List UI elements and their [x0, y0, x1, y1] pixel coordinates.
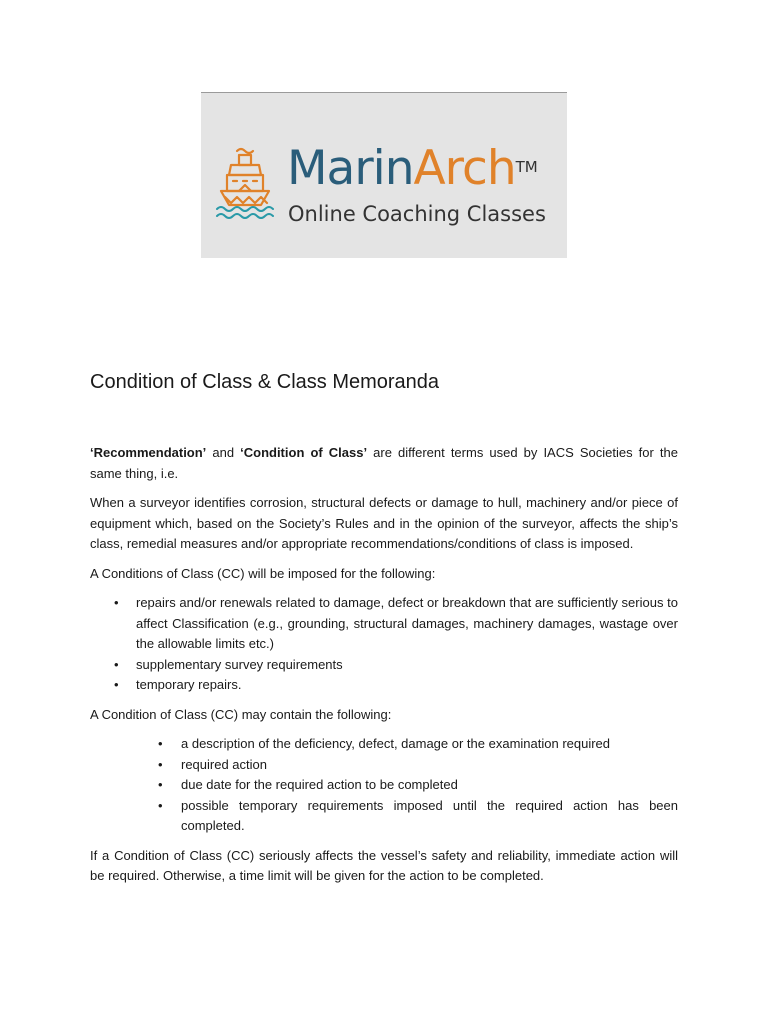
list-item: • required action [90, 755, 678, 776]
list-item: • temporary repairs. [90, 675, 678, 696]
logo-banner [201, 92, 567, 258]
closing-paragraph: If a Condition of Class (CC) seriously affects the vessel’s safety and reliability, immediate action will be required. Otherwise, a time limit will be given for the action to be completed. [90, 847, 678, 883]
brand-name: MarinArch™ [287, 141, 538, 196]
cc-imposed-list [90, 593, 678, 696]
brand-tagline: Online Coaching Classes [288, 202, 546, 226]
list-item: • due date for the required action to be completed [90, 775, 678, 796]
cc-contents-list [90, 734, 678, 837]
cc-contents-heading: A Condition of Class (CC) may contain the following: [90, 706, 392, 722]
ship-icon [215, 145, 279, 225]
definition-paragraph: When a surveyor identifies corrosion, structural defects or damage to hull, machinery and/or piece of equipment which, based on the Society’s Rules and in the opinion of the surveyor, affects the ship’s class, remedial measures and/or appropriate recommendations/conditions of class is imposed. [90, 495, 678, 551]
list-item: • a description of the deficiency, defect, damage or the examination required [90, 734, 678, 755]
document-title: Condition of Class & Class Memoranda [90, 371, 440, 393]
list-item: • repairs and/or renewals related to damage, defect or breakdown that are sufficiently serious to affect Classification (e.g., grounding, structural damages, machinery damages, wastage over the allowable limits etc.) [90, 593, 678, 655]
document-body [90, 368, 678, 896]
list-item: • possible temporary requirements imposed until the required action has been completed. [90, 796, 678, 837]
intro-paragraph: ‘Recommendation’ and ‘Condition of Class’ are different terms used by IACS Societies for the same thing, i.e. [90, 445, 678, 481]
cc-imposed-heading: A Conditions of Class (CC) will be imposed for the following: [90, 565, 436, 581]
list-item: • supplementary survey requirements [90, 655, 678, 676]
